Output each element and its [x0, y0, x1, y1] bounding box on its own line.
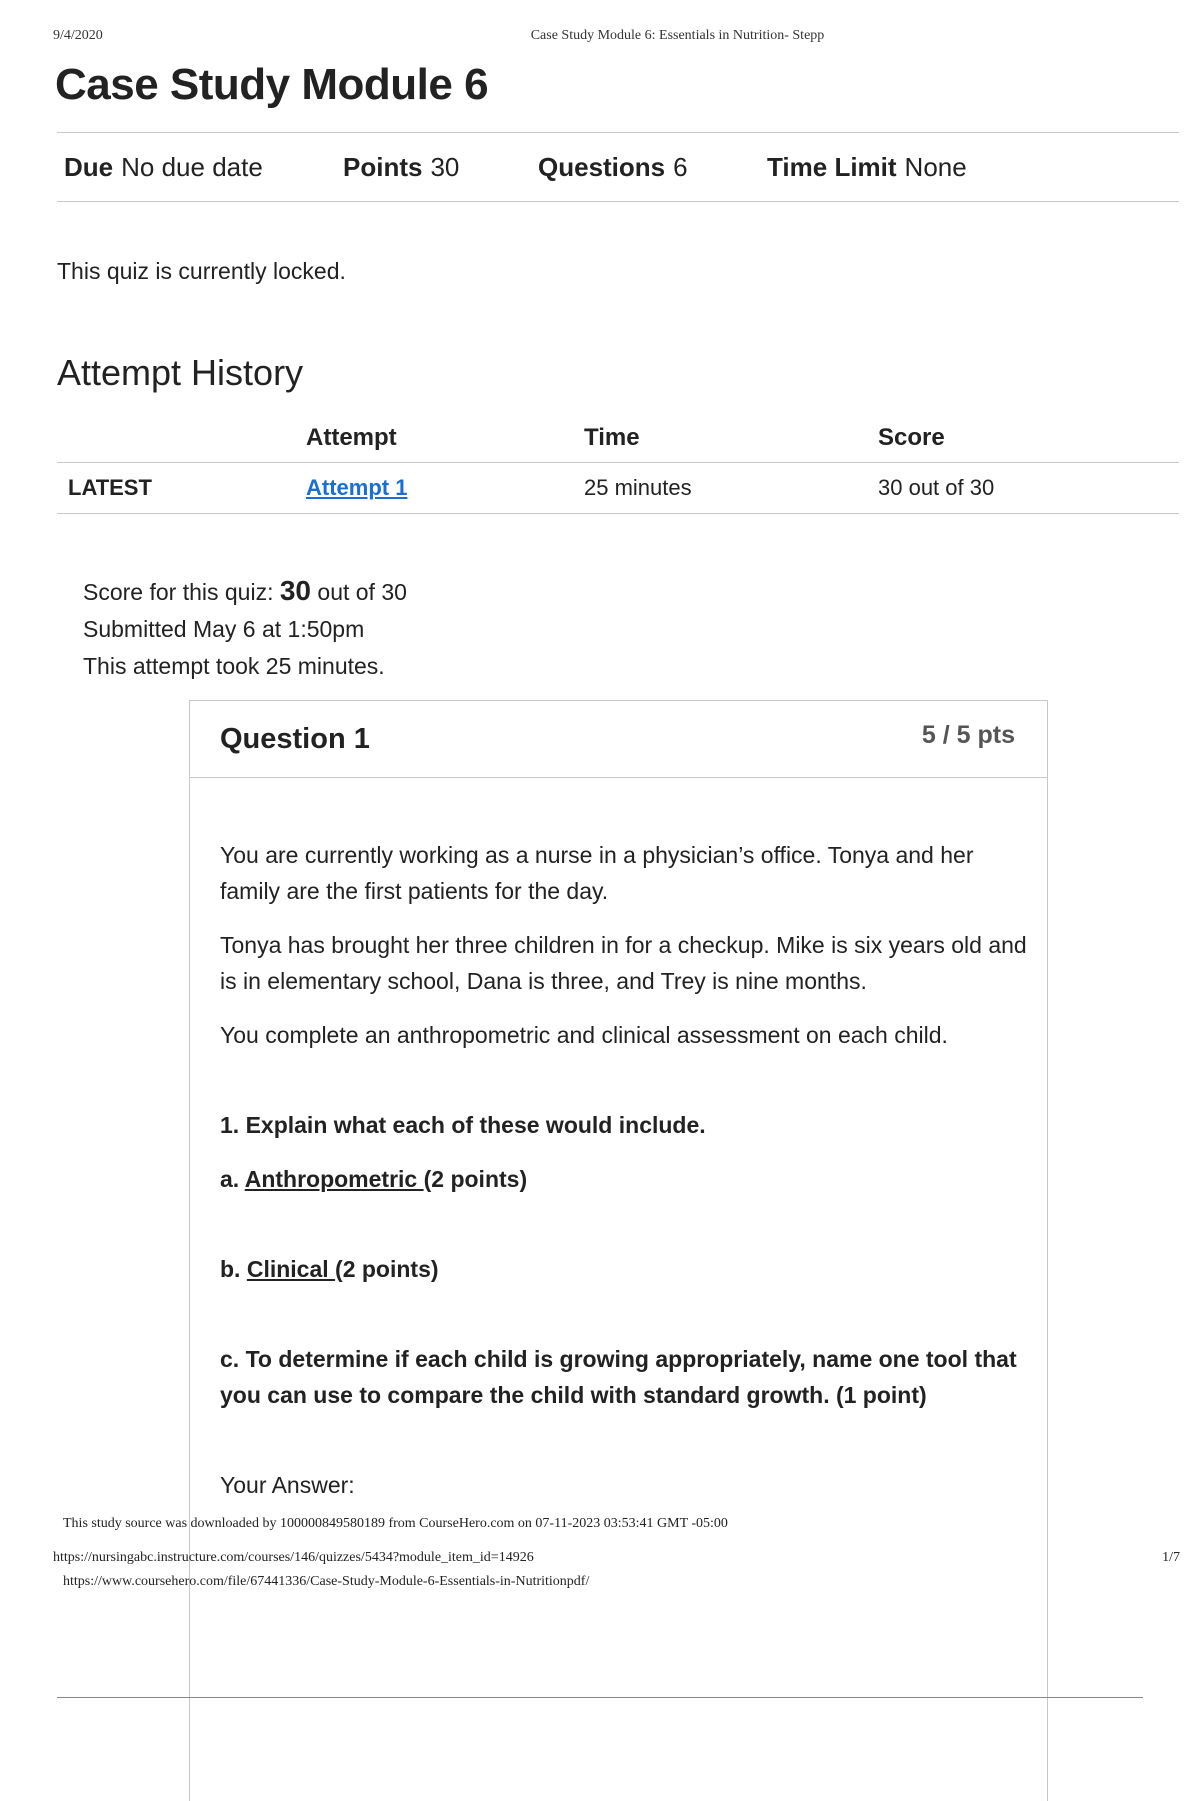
meta-questions-label: Questions — [538, 152, 666, 182]
print-header-title: Case Study Module 6: Essentials in Nutrition- Stepp — [530, 28, 825, 43]
question-body — [220, 837, 1030, 1521]
attempt-col-header: Attempt — [306, 418, 584, 463]
question-para-3: You complete an anthropometric and clinical assessment on each child. — [220, 1022, 948, 1048]
meta-points-value: 30 — [430, 152, 460, 182]
meta-points-label: Points — [343, 152, 423, 182]
meta-questions — [538, 152, 688, 183]
footer-page-number: 1/7 — [1162, 1550, 1180, 1565]
meta-due-value: No due date — [121, 152, 263, 182]
meta-time-limit-value: None — [904, 152, 967, 182]
score-prefix: Score for this quiz: — [83, 579, 274, 605]
print-date: 9/4/2020 — [53, 28, 103, 43]
meta-time-limit-label: Time Limit — [767, 152, 897, 182]
quiz-meta-bar — [57, 132, 1179, 202]
meta-time-limit — [767, 152, 967, 183]
attempt-col-spacer — [57, 418, 306, 463]
footer-url-coursehero: https://www.coursehero.com/file/67441336/Case-Study-Module-6-Essentials-in-Nutritionpdf/ — [63, 1574, 590, 1589]
table-row — [57, 463, 1179, 514]
question-points: 5 / 5 pts — [921, 721, 1015, 749]
attempt-history-table — [57, 418, 1179, 514]
question-item-b — [220, 1251, 1030, 1287]
item-b-points: (2 points) — [335, 1256, 439, 1282]
attempt-summary — [83, 572, 407, 685]
attempt-score: 30 out of 30 — [878, 463, 1179, 514]
bottom-divider — [57, 1697, 1143, 1698]
page-title: Case Study Module 6 — [55, 60, 489, 109]
footer-source-note: This study source was downloaded by 100000849580189 from CourseHero.com on 07-11-2023 03:53:41 GMT -05:00 — [63, 1516, 728, 1531]
question-item-c: c. To determine if each child is growing appropriately, name one tool that you can use to compare the child with standard growth. (1 point) — [220, 1346, 1017, 1408]
attempt-time: 25 minutes — [584, 463, 878, 514]
score-col-header: Score — [878, 418, 1179, 463]
time-col-header: Time — [584, 418, 878, 463]
question-header — [190, 701, 1047, 778]
item-a-prefix: a. — [220, 1166, 245, 1192]
question-para-2: Tonya has brought her three children in for a checkup. Mike is six years old and is in elementary school, Dana is three, and Trey is nine months. — [220, 932, 1027, 994]
question-1-box — [189, 700, 1048, 1801]
meta-points — [343, 152, 459, 183]
score-value: 30 — [279, 575, 312, 606]
meta-questions-value: 6 — [673, 152, 688, 182]
attempt-history-heading: Attempt History — [57, 352, 304, 393]
latest-tag: LATEST — [57, 463, 306, 514]
item-b-term: Clinical — [246, 1256, 336, 1282]
question-title: Question 1 — [220, 723, 370, 755]
question-item-1: 1. Explain what each of these would include. — [220, 1112, 706, 1138]
question-para-1: You are currently working as a nurse in a physician’s office. Tonya and her family are the first patients for the day. — [220, 842, 974, 904]
footer-url-instructure: https://nursingabc.instructure.com/courses/146/quizzes/5434?module_item_id=14926 — [53, 1550, 534, 1565]
submitted-line: Submitted May 6 at 1:50pm — [83, 616, 365, 642]
attempt-1-link[interactable]: Attempt 1 — [306, 475, 408, 500]
meta-due — [64, 152, 263, 183]
duration-line: This attempt took 25 minutes. — [83, 653, 385, 679]
item-a-term: Anthropometric — [244, 1166, 424, 1192]
score-suffix: out of 30 — [317, 579, 407, 605]
your-answer-label: Your Answer: — [220, 1472, 355, 1498]
meta-due-label: Due — [64, 152, 114, 182]
score-line — [83, 572, 407, 611]
question-item-a — [220, 1161, 1030, 1197]
item-b-prefix: b. — [220, 1256, 247, 1282]
locked-message: This quiz is currently locked. — [57, 258, 346, 284]
item-a-points: (2 points) — [423, 1166, 528, 1192]
